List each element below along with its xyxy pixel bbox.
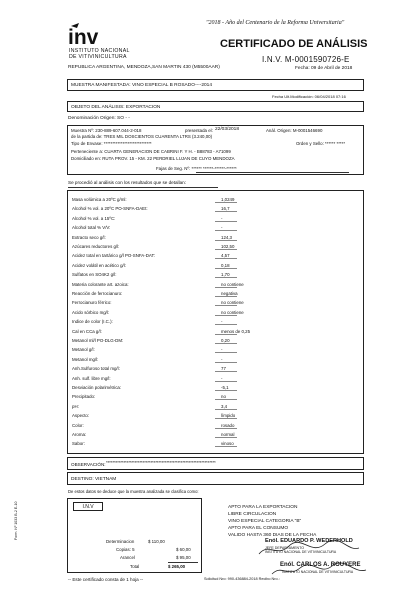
result-value: no contiene — [221, 309, 244, 315]
signature-2-institute: INSTITUTO NACIONAL DE VITIVINICULTURA — [282, 570, 354, 574]
result-value: 1,70 — [221, 272, 230, 278]
signature-2-name: Enól. CARLOS A. ROUYERE — [280, 562, 361, 568]
result-row — [68, 345, 363, 354]
result-value: rosado — [221, 422, 235, 428]
result-value: 3,4 — [221, 403, 228, 409]
analysis-origin-number: Anál. Origen: M-0001546690 — [266, 128, 323, 133]
sample-declared-box — [67, 79, 364, 91]
observation-text: ********************************************************************* — [106, 460, 216, 465]
analysis-object-box — [67, 101, 364, 112]
results-intro: Se procedió al análisis con los resultados que se detallan: — [68, 180, 186, 185]
footer-pages: -- Este certificado consta de 1 hoja -- — [68, 577, 144, 582]
origin-denomination: Denominación Origen: SO - - — [68, 116, 130, 121]
institute-name-1: INSTITUTO NACIONAL — [69, 48, 130, 54]
result-value: negativa — [221, 291, 238, 296]
result-value: no — [221, 394, 226, 400]
fees-box — [67, 498, 202, 573]
result-value: - — [221, 347, 223, 353]
result-name: Sulfatos en SO4K2 g/l: — [72, 272, 117, 278]
result-row — [68, 336, 363, 345]
signature-1-name: Enól. EDUARDO P. WEDERHOLD — [265, 538, 353, 544]
result-value: no contiene — [221, 281, 244, 287]
result-row — [68, 439, 363, 448]
result-row — [68, 317, 363, 326]
result-value: 16,7 — [221, 206, 230, 212]
owner: Perteneciente a: CUARTA GENERACION DE CABRINI F. Y H. - B88783 - A71099 — [71, 149, 231, 154]
result-row — [68, 242, 363, 251]
result-value: -5,1 — [221, 385, 229, 390]
result-row — [68, 308, 363, 317]
presented-date: 22/03/2018 — [215, 127, 240, 132]
svg-text:inv: inv — [68, 26, 99, 46]
owner-address: Domiciliado en: RUTA PROV. 15 - KM. 22 PERDRIEL LUJAN DE CUYO MENDOZA — [71, 156, 235, 161]
fee-total-value: $ 265,00 — [168, 564, 186, 569]
signature-1 — [255, 538, 365, 560]
observation-label: OBSERVACIÓN: — [71, 462, 106, 467]
result-name: Ferrocianuro férrico: — [72, 300, 112, 306]
result-row — [68, 280, 363, 289]
result-name: Color: — [72, 422, 84, 428]
result-value: - — [221, 356, 223, 362]
result-value: - — [221, 215, 223, 221]
result-row — [68, 251, 363, 260]
result-name: Alcohol % vol. a 20ºC PO-SNFA-DAEt: — [72, 206, 148, 212]
presented-label: presentada el: — [185, 128, 213, 133]
result-value: - — [221, 375, 223, 381]
result-name: Precipitado: — [72, 394, 96, 400]
fee-value: $ 110,00 — [148, 539, 165, 544]
classification-item: APTO PARA LA EXPORTACION — [228, 505, 298, 510]
fee-value: $ 60,00 — [176, 547, 191, 552]
result-row — [68, 289, 363, 298]
result-row — [68, 233, 363, 242]
result-value: 4,57 — [221, 253, 230, 259]
analysis-object: OBJETO DEL ANÁLISIS: EXPORTACION — [71, 105, 161, 110]
result-name: Acidez volátil en acético g/l: — [72, 262, 126, 268]
fee-label: Determinacion — [106, 539, 135, 544]
security-seals: Fajas de Seg. Nº: ****** ******-******-****** — [156, 166, 237, 171]
footer-request: Solicitud Nro: 990-436884-2018 Recibo Nro.: — [204, 577, 280, 581]
result-value: - — [221, 225, 223, 231]
result-row — [68, 392, 363, 401]
result-row — [68, 364, 363, 373]
classification-item: VINO ESPECIAL CATEGORIA "B" — [228, 519, 302, 524]
result-row — [68, 261, 363, 270]
signature-2 — [270, 562, 370, 580]
result-name: Metanol g/l: — [72, 347, 95, 353]
result-row — [68, 355, 363, 364]
result-value: 0,20 — [221, 338, 230, 343]
result-value: 124,3 — [221, 234, 232, 240]
result-row — [68, 195, 363, 204]
container-type: Tipo de Envase: **************************** — [71, 141, 152, 146]
result-value: 77 — [221, 366, 226, 372]
result-name: Aroma: — [72, 432, 87, 437]
result-row — [68, 374, 363, 383]
destination-box — [67, 472, 364, 485]
institute-address: REPUBLICA ARGENTINA, MENDOZA,SAN MARTIN 430 (M5500AAR) — [68, 65, 220, 70]
result-row — [68, 223, 363, 232]
result-value: límpido — [221, 413, 236, 419]
classification-item: APTO PARA EL CONSUMO — [228, 526, 289, 531]
result-name: Metanol mg/l: — [72, 356, 99, 362]
result-value: menos de 0,25 — [221, 328, 251, 334]
result-row — [68, 402, 363, 411]
result-row — [68, 298, 363, 307]
result-name: Metanol ml/l PO-DLG-DM: — [72, 338, 124, 343]
sample-declared: MUESTRA MANIFESTADA: VINO ESPECIAL B ROSADO----2014 — [71, 83, 213, 88]
result-value: no contiene — [221, 300, 244, 306]
result-value: 0,18 — [221, 262, 230, 268]
result-name: Azúcares reductores g/l: — [72, 244, 120, 249]
result-row — [68, 411, 363, 420]
destination: DESTINO: VIETNAM — [71, 477, 117, 482]
result-name: Extracto seco g/l: — [72, 234, 106, 240]
inv-stamp-text: I.N.V — [82, 504, 94, 510]
institute-name-2: DE VITIVINICULTURA — [69, 54, 127, 60]
result-name: Alcohol total % V/V: — [72, 225, 111, 231]
result-row — [68, 214, 363, 223]
order-and-seal: Orden y Sello: ****** ***** — [296, 141, 346, 146]
classification-note: De estos datos se deduce que la muestra analizada se clasifica como: — [68, 489, 199, 494]
result-name: Masa volúmica a 20ºC g/ml: — [72, 197, 127, 202]
certificate-number: I.N.V. M-0001590726-E — [262, 55, 350, 64]
page-title: CERTIFICADO DE ANÁLISIS — [220, 38, 368, 50]
result-name: Acido sórbico mg/l: — [72, 309, 110, 315]
result-value: 102,50 — [221, 244, 235, 249]
observation-box — [67, 457, 364, 470]
classification-item: LIBRE CIRCULACION — [228, 512, 277, 517]
result-row — [68, 270, 363, 279]
result-row — [68, 327, 363, 336]
result-name: Sabor: — [72, 441, 85, 447]
fee-label: Arancel — [120, 555, 135, 560]
result-name: Aspecto: — [72, 413, 90, 419]
result-value: 1,0249 — [221, 197, 235, 202]
result-value: vinoso — [221, 441, 234, 447]
result-name: Anh. sulf. libre mg/l: — [72, 375, 111, 381]
result-name: Cal en CCa g/l: — [72, 328, 102, 334]
result-row — [68, 430, 363, 439]
signature-1-institute: INSTITUTO NACIONAL DE VITIVINICULTURA — [265, 550, 337, 554]
signature-1-role: JEFE DEPARTAMENTO — [265, 546, 305, 550]
result-name: Materia colorante art. azoica: — [72, 281, 129, 287]
results-table — [67, 190, 364, 454]
side-form-code: Form. Nº 1033 B-2 E-10 — [14, 501, 18, 540]
classification-item: VALIDO HASTA 360 DIAS DE LA FECHA — [228, 533, 317, 538]
certificate-date: Fecha: 09 de Abril de 2018 — [295, 66, 353, 71]
inv-logo — [68, 22, 102, 46]
fee-total-label: Total — [130, 564, 140, 569]
sample-number: Muestra Nº: 230-889-607.044-2-018 — [71, 128, 142, 133]
inv-logo-icon — [68, 22, 102, 46]
lot-description: de la partida de: TRES MIL DOSCIENTOS CUARENTA LTRS (3.240,00) — [71, 134, 213, 139]
result-name: Anh.Sulfuroso total mg/l: — [72, 366, 120, 372]
result-row — [68, 421, 363, 430]
fee-label: Copias: 5 — [116, 547, 135, 552]
result-row — [68, 204, 363, 213]
result-row — [68, 383, 363, 392]
fee-value: $ 95,00 — [176, 555, 191, 560]
result-name: Indice de color (I.C.): — [72, 319, 113, 325]
result-name: Alcohol % vol. a 15ºC: — [72, 215, 116, 221]
result-name: Reacción de ferrocianuro: — [72, 291, 123, 296]
motto: "2018 - Año del Centenario de la Reforma Universitaria" — [206, 20, 345, 26]
result-value: - — [221, 319, 223, 325]
result-value: normal — [221, 432, 235, 437]
sample-details-box — [67, 125, 364, 175]
result-name: Desviación polarimétrica: — [72, 385, 122, 390]
last-modified: Fecha Ult.Modificación: 06/04/2018 07:16 — [272, 94, 346, 99]
result-name: pH: — [72, 403, 79, 409]
inv-stamp-logo — [73, 502, 103, 511]
result-name: Acidez total en tartárico g/l PO-SNFA-DAT: — [72, 253, 155, 259]
